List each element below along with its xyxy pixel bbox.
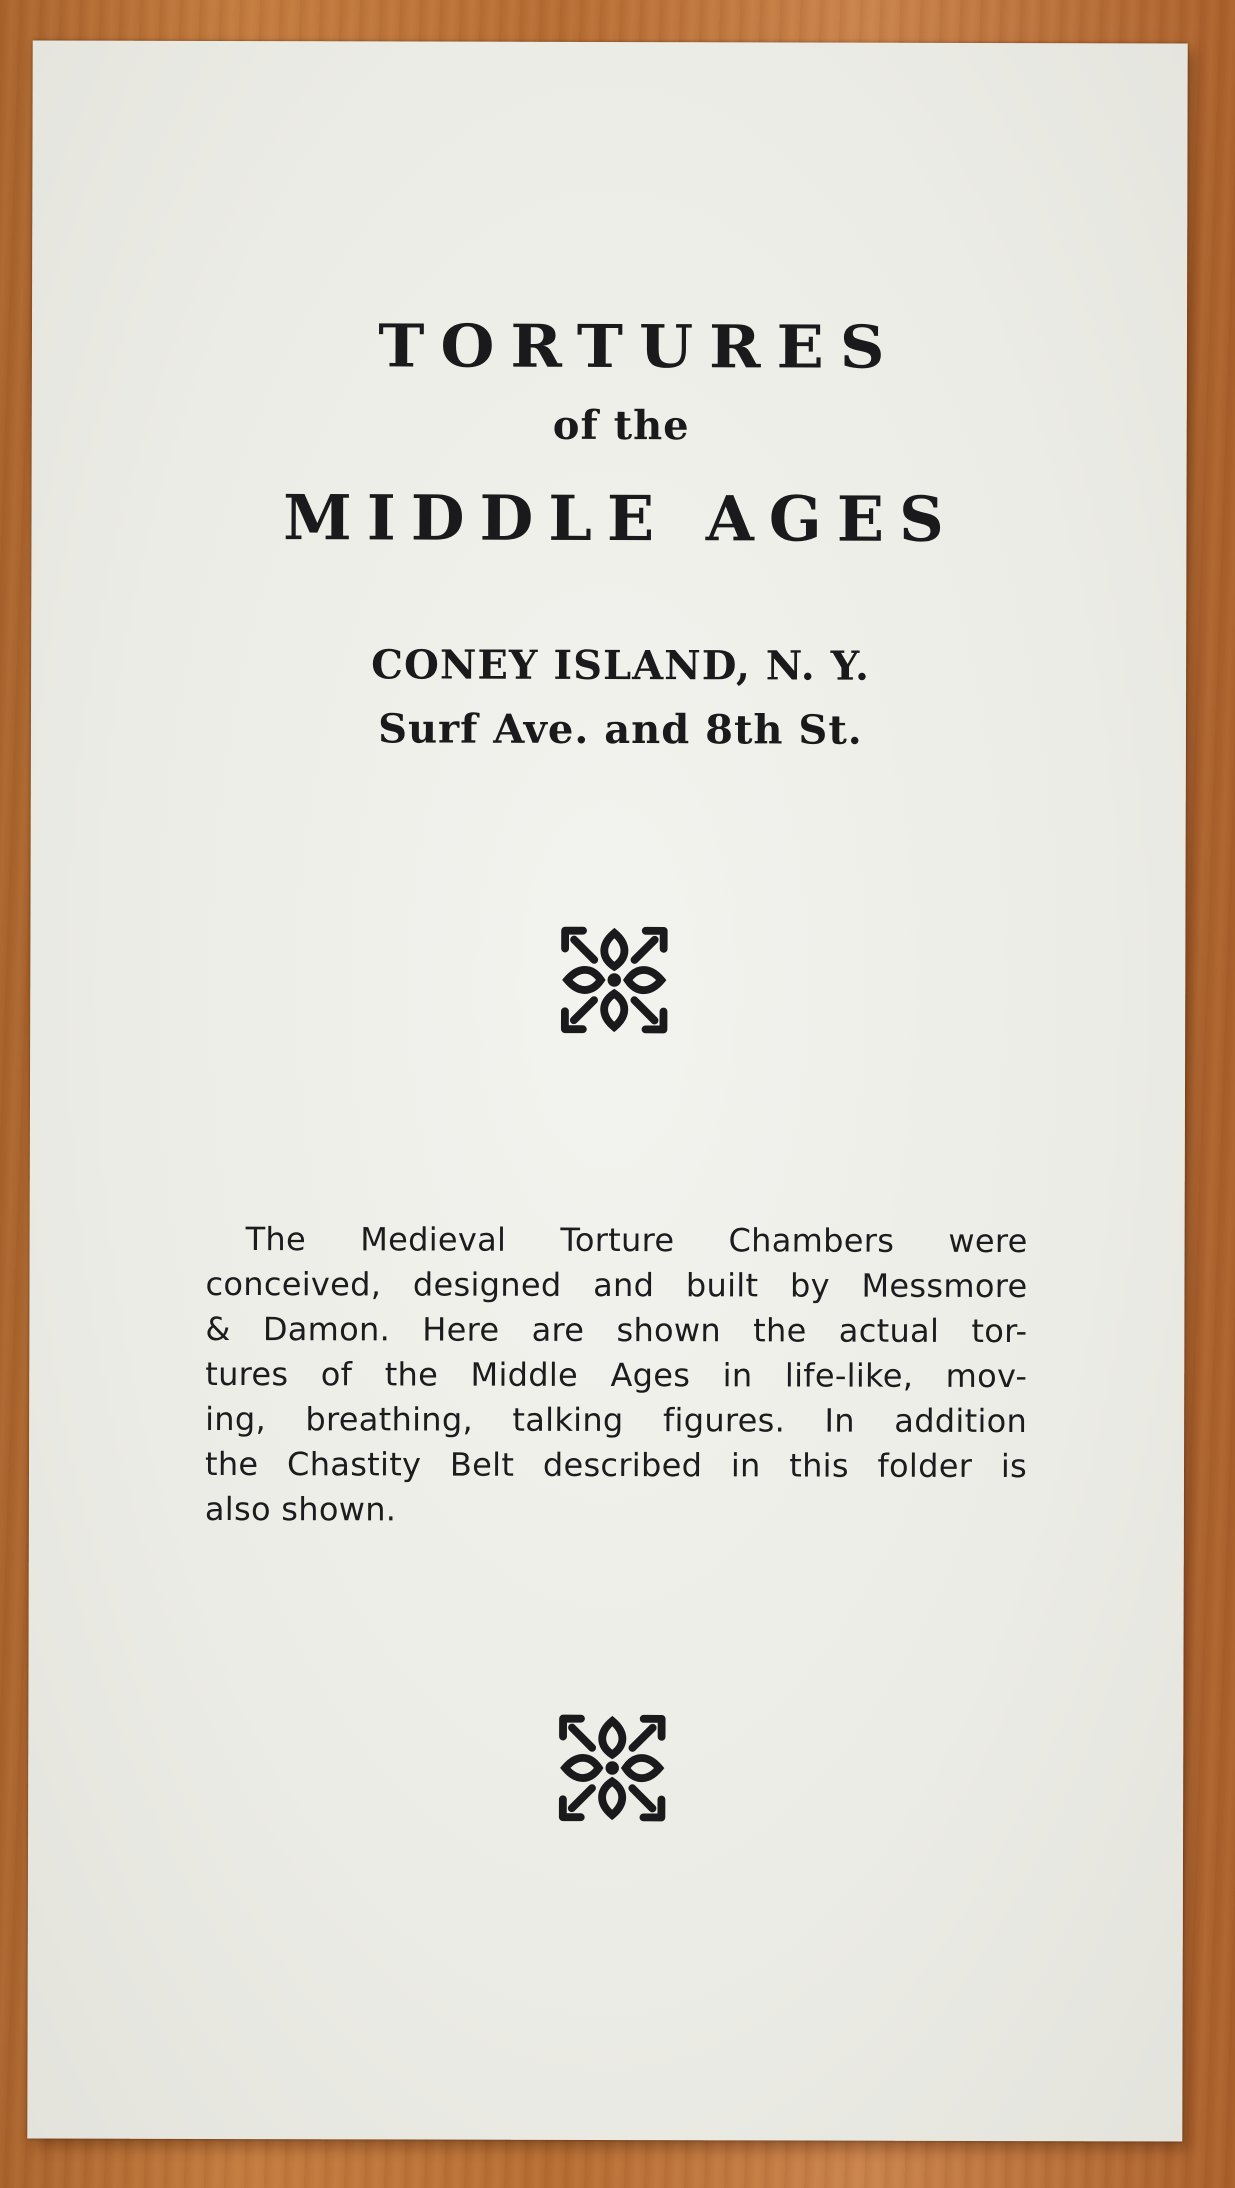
description-line: ing, breathing, talking figures. In addition [205, 1399, 1028, 1441]
title-of-the: of the [552, 401, 690, 450]
celtic-knot-ornament-icon [556, 1712, 668, 1824]
celtic-knot-ornament-icon [558, 924, 670, 1036]
description-line: The Medieval Torture Chambers were [245, 1220, 1028, 1261]
pamphlet-page [27, 40, 1187, 2141]
title-middle-ages: MIDDLE AGES [283, 481, 959, 556]
address-street: Surf Ave. and 8th St. [378, 705, 863, 754]
description-line: conceived, designed and built by Messmore [205, 1264, 1028, 1306]
description-line: & Damon. Here are shown the actual tor- [205, 1309, 1028, 1351]
title-tortures: TORTURES [378, 311, 901, 382]
address-city: CONEY ISLAND, N. Y. [371, 641, 871, 690]
description-line: also shown. [204, 1489, 397, 1529]
description-line: the Chastity Belt described in this folder is [204, 1444, 1028, 1486]
description-line: tures of the Middle Ages in life-like, mov- [205, 1354, 1028, 1396]
description-paragraph [205, 1217, 1028, 1534]
